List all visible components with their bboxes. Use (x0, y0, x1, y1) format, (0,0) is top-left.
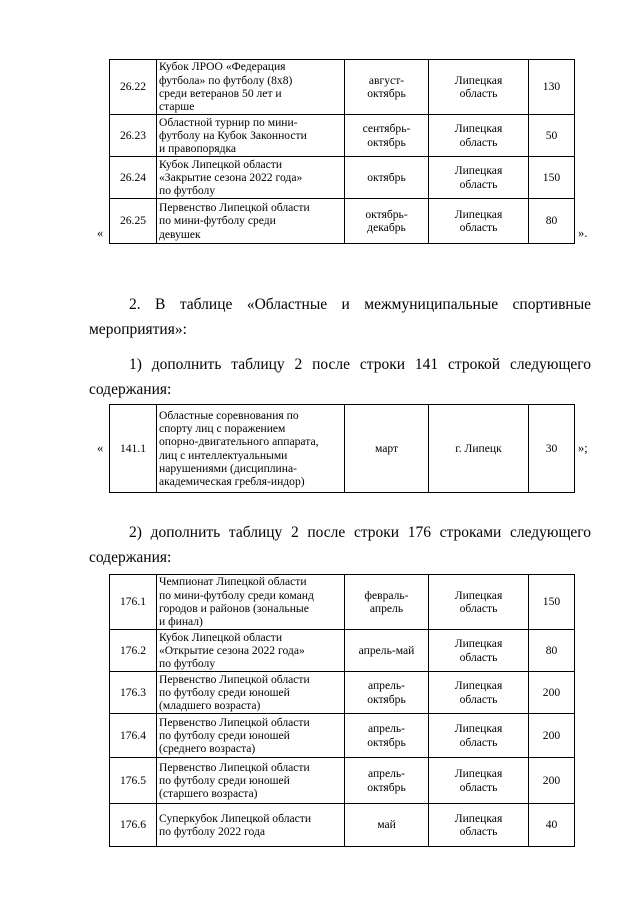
event-dates-line: октябрь- (365, 207, 408, 221)
event-name-line: городов и районов (зональные (159, 602, 309, 615)
table-row (110, 630, 575, 672)
event-dates-line: апрель- (367, 767, 406, 781)
row-number: 176.6 (110, 804, 157, 847)
event-place-line: область (459, 221, 498, 234)
row-number: 26.24 (110, 157, 157, 199)
event-name-line: нарушениями (дисциплина- (159, 461, 297, 475)
paragraph-2 (89, 292, 591, 342)
event-name-line: Чемпионат Липецкой области (159, 575, 307, 589)
event-name-line: (старшего возраста) (159, 787, 258, 801)
event-name-line: Суперкубок Липецкой области (159, 811, 312, 825)
close-quote: ». (578, 226, 588, 240)
event-dates (345, 804, 429, 847)
event-name-line: академическая гребля-индор) (159, 475, 305, 489)
event-dates-line: октябрь (367, 170, 406, 184)
event-name-line: по мини-футболу среди команд (159, 588, 314, 602)
event-dates-line: октябрь (367, 735, 406, 749)
event-place (429, 115, 529, 157)
paragraph-2-line1: 2. В таблице «Областные и межмуниципальные спортивные (129, 296, 591, 313)
event-name-line: Кубок Липецкой области (159, 157, 283, 171)
event-place-line: область (459, 825, 498, 838)
event-name-line: по футболу среди юношей (159, 685, 290, 699)
event-name-line: спорту лиц с поражением (159, 421, 286, 435)
event-name-line: футбола» по футболу (8х8) (159, 73, 293, 87)
event-dates (345, 157, 429, 199)
event-place (429, 575, 529, 630)
events-table-insert-141 (109, 404, 575, 493)
event-name-line: Кубок Липецкой области (159, 630, 283, 644)
event-place-line: г. Липецк (455, 441, 502, 455)
table-row (110, 60, 575, 115)
table-row (110, 758, 575, 804)
table-row (110, 199, 575, 244)
row-number: 176.1 (110, 575, 157, 630)
event-name (157, 405, 345, 493)
participant-count: 130 (529, 60, 575, 115)
event-place-line: область (459, 602, 498, 615)
event-name (157, 60, 345, 115)
event-name (157, 575, 345, 630)
paragraph-4-line2: содержания: (89, 549, 172, 566)
event-name-line: Первенство Липецкой области (159, 672, 310, 686)
paragraph-3-line2: содержания: (89, 381, 172, 398)
event-place-line: Липецкая (454, 767, 503, 781)
paragraph-3-line1: 1) дополнить таблицу 2 после строки 141 строкой следующего (129, 356, 591, 373)
event-name-line: Областные соревнования по (159, 408, 299, 422)
event-place (429, 405, 529, 493)
row-number: 26.22 (110, 60, 157, 115)
event-dates-line: октябрь (367, 135, 406, 149)
event-place-line: Липецкая (454, 588, 503, 602)
paragraph-2-line2: мероприятия»: (89, 321, 187, 338)
event-name-line: футболу на Кубок Законности (159, 128, 307, 142)
event-name-line: «Закрытие сезона 2022 года» (159, 170, 303, 184)
event-name-line: среди ветеранов 50 лет и (159, 87, 282, 100)
event-place-line: Липецкая (454, 207, 503, 221)
event-name-line: Первенство Липецкой области (159, 760, 310, 774)
event-name-line: Первенство Липецкой области (159, 715, 310, 729)
event-dates-line: апрель-май (358, 643, 415, 657)
table-row (110, 672, 575, 714)
row-number: 26.25 (110, 199, 157, 244)
event-name-line: по мини-футболу среди (159, 214, 276, 228)
event-dates (345, 60, 429, 115)
row-number: 176.5 (110, 758, 157, 804)
participant-count: 80 (529, 630, 575, 672)
event-place (429, 758, 529, 804)
event-dates-line: апрель- (367, 722, 406, 736)
participant-count: 40 (529, 804, 575, 847)
event-name-line: опорно-двигательного аппарата, (159, 435, 319, 449)
event-place (429, 630, 529, 672)
event-place-line: Липецкая (454, 73, 503, 87)
row-number: 176.4 (110, 714, 157, 758)
paragraph-4 (89, 520, 591, 570)
event-dates (345, 199, 429, 244)
row-number: 176.3 (110, 672, 157, 714)
participant-count: 30 (529, 405, 575, 493)
event-dates-line: май (377, 818, 396, 832)
close-quote-2: »; (578, 441, 588, 455)
open-quote: « (97, 226, 104, 240)
event-dates (345, 575, 429, 630)
event-dates (345, 115, 429, 157)
table-row (110, 405, 575, 493)
table-row (110, 575, 575, 630)
event-name-line: (младшего возраста) (159, 699, 261, 713)
event-name (157, 758, 345, 804)
event-dates (345, 630, 429, 672)
event-dates-line: октябрь (367, 87, 406, 100)
event-place-line: область (459, 735, 498, 749)
event-place-line: область (459, 650, 498, 664)
event-place-line: Липецкая (454, 722, 503, 736)
events-table-insert-176 (109, 574, 575, 847)
event-name (157, 630, 345, 672)
event-place (429, 60, 529, 115)
event-name-line: «Открытие сезона 2022 года» (159, 643, 305, 657)
event-place-line: область (459, 780, 498, 794)
participant-count: 80 (529, 199, 575, 244)
event-dates-line: апрель- (367, 679, 406, 693)
event-name-line: и финал) (159, 615, 203, 629)
paragraph-4-line1: 2) дополнить таблицу 2 после строки 176 строками следующего (129, 524, 591, 541)
event-name (157, 672, 345, 714)
event-name-line: Первенство Липецкой области (159, 201, 310, 215)
event-place (429, 672, 529, 714)
event-place (429, 804, 529, 847)
event-name (157, 115, 345, 157)
event-name-line: по футболу среди юношей (159, 773, 290, 787)
event-dates-line: октябрь (367, 780, 406, 794)
event-dates-line: сентябрь- (362, 122, 411, 136)
participant-count: 200 (529, 672, 575, 714)
participant-count: 150 (529, 575, 575, 630)
participant-count: 150 (529, 157, 575, 199)
event-name-line: по футболу (159, 657, 216, 671)
event-name-line: и правопорядка (159, 142, 237, 156)
row-number: 26.23 (110, 115, 157, 157)
event-dates-line: февраль- (364, 588, 409, 602)
event-place-line: Липецкая (454, 122, 503, 136)
event-place (429, 157, 529, 199)
event-name-line: Областной турнир по мини- (159, 115, 298, 129)
participant-count: 50 (529, 115, 575, 157)
event-place-line: область (459, 87, 498, 100)
event-dates-line: март (374, 441, 399, 455)
event-place-line: Липецкая (454, 164, 503, 178)
participant-count: 200 (529, 714, 575, 758)
event-name (157, 157, 345, 199)
paragraph-3 (89, 352, 591, 402)
event-place-line: область (459, 135, 498, 149)
event-name-line: (среднего возраста) (159, 742, 256, 756)
event-dates (345, 672, 429, 714)
event-place-line: Липецкая (454, 637, 503, 651)
table-row (110, 714, 575, 758)
event-name-line: старше (159, 100, 195, 114)
event-name (157, 714, 345, 758)
table-row (110, 157, 575, 199)
event-place (429, 199, 529, 244)
table-row (110, 115, 575, 157)
open-quote-2: « (97, 441, 104, 455)
event-name-line: лиц с интеллектуальными (159, 448, 288, 462)
event-dates (345, 714, 429, 758)
participant-count: 200 (529, 758, 575, 804)
event-dates-line: август- (368, 73, 405, 87)
event-name-line: Кубок ЛРОО «Федерация (159, 60, 286, 74)
event-place-line: область (459, 692, 498, 706)
event-dates-line: декабрь (367, 221, 406, 234)
event-dates (345, 758, 429, 804)
row-number: 141.1 (110, 405, 157, 493)
table-row (110, 804, 575, 847)
event-name-line: по футболу среди юношей (159, 728, 290, 742)
event-dates-line: апрель (369, 602, 404, 615)
row-number: 176.2 (110, 630, 157, 672)
event-name-line: по футболу (159, 184, 216, 198)
event-place (429, 714, 529, 758)
event-name-line: по футболу 2022 года (159, 825, 266, 838)
event-dates-line: октябрь (367, 692, 406, 706)
event-place-line: Липецкая (454, 679, 503, 693)
event-name (157, 199, 345, 244)
event-place-line: Липецкая (454, 811, 503, 825)
event-place-line: область (459, 177, 498, 191)
event-dates (345, 405, 429, 493)
events-table-top (109, 59, 575, 244)
event-name (157, 804, 345, 847)
event-name-line: девушек (159, 227, 201, 241)
